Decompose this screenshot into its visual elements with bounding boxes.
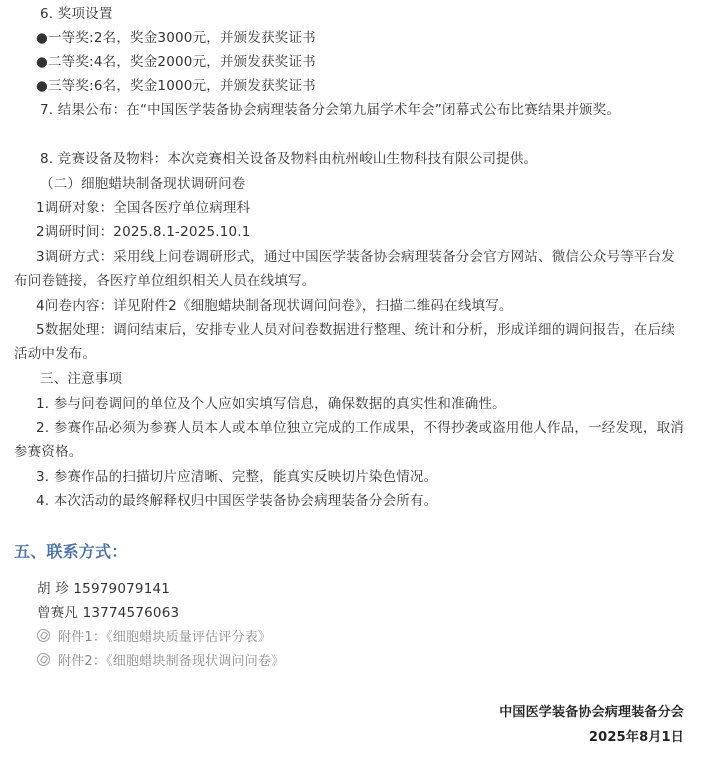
- contact-person-1: 胡 珍 15979079141: [37, 581, 171, 597]
- signature-org: 中国医学装备协会病理装备分会: [499, 705, 684, 720]
- survey-section-heading: （二）细胞蜡块制备现状调研问卷: [40, 176, 246, 192]
- contact-person-2: 曾赛凡 13774576063: [37, 605, 180, 621]
- paperclip-icon: [37, 629, 50, 642]
- attachment-link-1[interactable]: [37, 626, 271, 650]
- survey-target: 1调研对象：全国各医疗单位病理科: [36, 200, 251, 216]
- note-3: 3. 参赛作品的扫描切片应清晰、完整，能真实反映切片染色情况。: [36, 469, 438, 485]
- equipment-materials: 8. 竞赛设备及物料：本次竞赛相关设备及物料由杭州峻山生物科技有限公司提供。: [40, 151, 538, 167]
- note-2: 2. 参赛作品必须为参赛人员本人或本单位独立完成的工作成果，不得抄袭或盗用他人作品，一经发现，取消参赛资格。: [14, 420, 684, 461]
- signature-date: 2025年8月1日: [588, 730, 684, 745]
- note-4: 4. 本次活动的最终解释权归中国医学装备协会病理装备分会所有。: [36, 493, 438, 509]
- result-announcement: 7. 结果公布：在“中国医学装备协会病理装备分会第九届学术年会”闭幕式公布比赛结果并颁奖。: [40, 102, 621, 118]
- survey-method: 3调研方式：采用线上问卷调研形式，通过中国医学装备协会病理装备分会官方网站、微信公众号等平台发布问卷链接，各医疗单位组织相关人员在线填写。: [14, 249, 675, 290]
- survey-content: 4问卷内容：详见附件2《细胞蜡块制备现状调问问卷》，扫描二维码在线填写。: [36, 298, 513, 314]
- award-heading: 6. 奖项设置: [40, 6, 113, 22]
- contact-heading: 五、联系方式：: [14, 542, 128, 561]
- attachment-link-2[interactable]: [37, 650, 284, 674]
- note-1: 1. 参与问卷调问的单位及个人应如实填写信息，确保数据的真实性和准确性。: [36, 396, 506, 412]
- attachment-2-label: 附件2：《细胞蜡块制备现状调问问卷》: [58, 654, 285, 669]
- notes-heading: 三、注意事项: [40, 371, 123, 387]
- award-second-prize: ●二等奖:4名，奖金2000元，并颁发获奖证书: [36, 54, 316, 70]
- survey-time: 2调研时间：2025.8.1-2025.10.1: [36, 224, 251, 240]
- attachment-1-label: 附件1：《细胞蜡块质量评估评分表》: [58, 630, 272, 645]
- paperclip-icon: [37, 653, 50, 666]
- award-first-prize: ●一等奖:2名，奖金3000元，并颁发获奖证书: [36, 30, 316, 46]
- data-processing: 5数据处理：调问结束后，安排专业人员对问卷数据进行整理、统计和分析，形成详细的调问报告，在后续活动中发布。: [14, 322, 675, 363]
- award-third-prize: ●三等奖:6名，奖金1000元，并颁发获奖证书: [36, 78, 316, 94]
